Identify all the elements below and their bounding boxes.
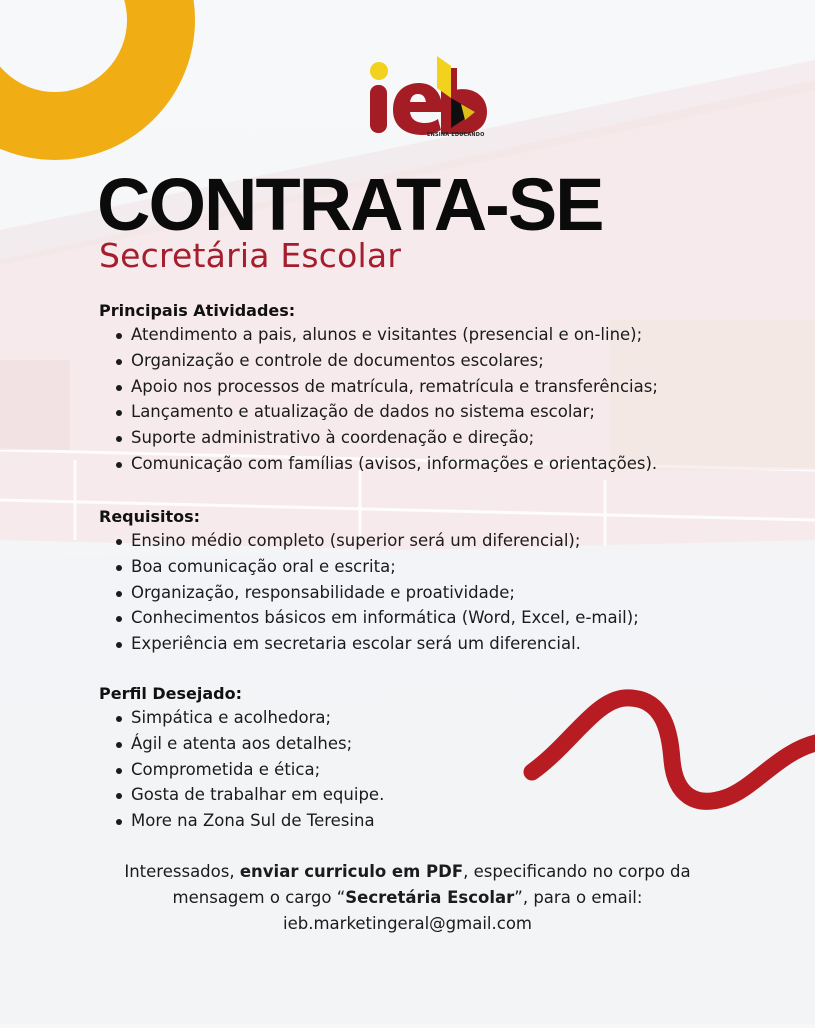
activities-list	[99, 322, 658, 477]
bullet-icon	[116, 819, 122, 825]
bullet-icon	[116, 539, 122, 545]
instructions-line-1: Interessados, enviar curriculo em PDF, especificando no corpo da	[124, 862, 691, 881]
section-heading: Principais Atividades:	[99, 301, 296, 320]
list-item: Ensino médio completo (superior será um diferencial);	[99, 528, 639, 554]
section-desired-profile	[99, 683, 384, 834]
list-item: Conhecimentos básicos em informática (Word, Excel, e-mail);	[99, 605, 639, 631]
logo-tagline: ENSINA EDUCANDO	[427, 132, 485, 138]
list-item: Organização, responsabilidade e proatividade;	[99, 580, 639, 606]
requirements-list	[99, 528, 639, 657]
list-item: Boa comunicação oral e escrita;	[99, 554, 639, 580]
bullet-icon	[116, 333, 122, 339]
bullet-icon	[116, 385, 122, 391]
decorative-red-squiggle	[500, 680, 815, 830]
bullet-icon	[116, 410, 122, 416]
ieb-logo	[365, 50, 495, 145]
bullet-icon	[116, 642, 122, 648]
list-item: Apoio nos processos de matrícula, rematrícula e transferências;	[99, 374, 658, 400]
bullet-icon	[116, 436, 122, 442]
job-position-subtitle: Secretária Escolar	[99, 236, 402, 275]
bullet-icon	[116, 742, 122, 748]
logo-dot-icon	[370, 62, 388, 80]
section-requirements	[99, 506, 639, 657]
bullet-icon	[116, 768, 122, 774]
list-item: Ágil e atenta aos detalhes;	[99, 731, 384, 757]
list-item: Simpática e acolhedora;	[99, 705, 384, 731]
bullet-icon	[116, 716, 122, 722]
list-item: Comprometida e ética;	[99, 757, 384, 783]
contact-email: ieb.marketingeral@gmail.com	[283, 914, 532, 933]
list-item: Atendimento a pais, alunos e visitantes (presencial e on-line);	[99, 322, 658, 348]
bullet-icon	[116, 359, 122, 365]
bullet-icon	[116, 793, 122, 799]
application-instructions	[0, 859, 815, 937]
section-heading: Requisitos:	[99, 507, 201, 526]
profile-list	[99, 705, 384, 834]
bullet-icon	[116, 591, 122, 597]
list-item: Organização e controle de documentos escolares;	[99, 348, 658, 374]
instructions-line-2: mensagem o cargo “Secretária Escolar”, para o email:	[172, 888, 643, 907]
section-main-activities	[99, 300, 658, 477]
page-title: CONTRATA-SE	[97, 163, 603, 246]
list-item: Experiência em secretaria escolar será um diferencial.	[99, 631, 639, 657]
list-item: Gosta de trabalhar em equipe.	[99, 782, 384, 808]
list-item: Comunicação com famílias (avisos, informações e orientações).	[99, 451, 658, 477]
bullet-icon	[116, 462, 122, 468]
bullet-icon	[116, 616, 122, 622]
bullet-icon	[116, 565, 122, 571]
section-heading: Perfil Desejado:	[99, 684, 243, 703]
list-item: More na Zona Sul de Teresina	[99, 808, 384, 834]
list-item: Suporte administrativo à coordenação e direção;	[99, 425, 658, 451]
list-item: Lançamento e atualização de dados no sistema escolar;	[99, 399, 658, 425]
